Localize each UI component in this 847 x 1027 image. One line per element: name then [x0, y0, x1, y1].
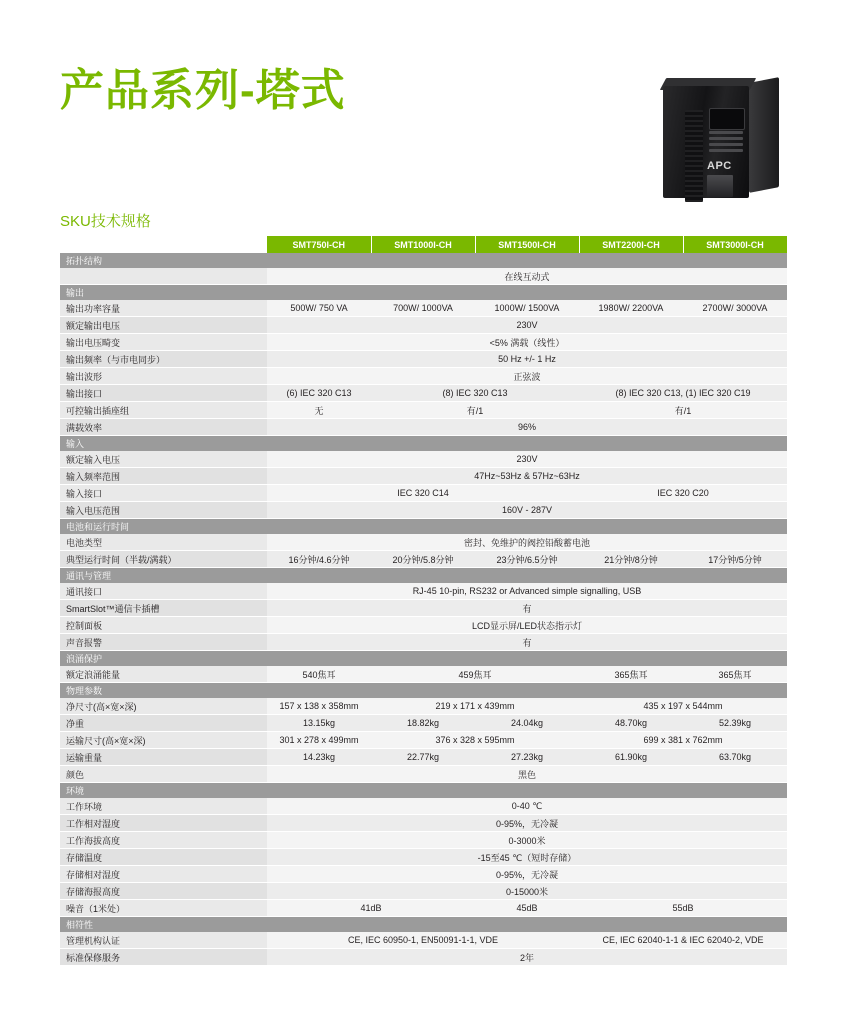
spec-table-body: [60, 253, 787, 966]
spec-row-label: 声音报警: [60, 634, 267, 651]
spec-row-value: 540焦耳: [267, 666, 371, 683]
spec-row: [60, 551, 787, 568]
spec-row: [60, 698, 787, 715]
spec-row-label: 输出功率容量: [60, 300, 267, 317]
spec-row: [60, 883, 787, 900]
spec-row-value: 160V - 287V: [267, 502, 787, 519]
ups-side-panel: [749, 77, 779, 193]
spec-row-value: 55dB: [579, 900, 787, 917]
spec-row: [60, 368, 787, 385]
apc-logo: APC: [707, 160, 732, 172]
spec-row: [60, 385, 787, 402]
spec-row: [60, 866, 787, 883]
column-header-smt3000i: SMT3000I-CH: [683, 236, 787, 253]
spec-section-row: [60, 436, 787, 452]
spec-row-label: 满载效率: [60, 419, 267, 436]
spec-row-label: 输入电压范围: [60, 502, 267, 519]
spec-row: [60, 666, 787, 683]
page-title: 产品系列-塔式: [60, 66, 346, 116]
spec-row-value: 黑色: [267, 766, 787, 783]
spec-row-value: 27.23kg: [475, 749, 579, 766]
column-header-smt2200i: SMT2200I-CH: [579, 236, 683, 253]
spec-row-value: 0-95%，无冷凝: [267, 866, 787, 883]
spec-row-label: SmartSlot™通信卡插槽: [60, 600, 267, 617]
spec-row-label: 输入接口: [60, 485, 267, 502]
spec-row-value: 0-40 ℃: [267, 798, 787, 815]
spec-row-value: 无: [267, 402, 371, 419]
spec-row-label: 工作环境: [60, 798, 267, 815]
spec-row-value: 有/1: [371, 402, 579, 419]
spec-row-value: 20分钟/5.8分钟: [371, 551, 475, 568]
spec-row-value: 0-95%，无冷凝: [267, 815, 787, 832]
spec-row-value: 正弦波: [267, 368, 787, 385]
spec-row-label: 输入频率范围: [60, 468, 267, 485]
spec-row-value: 16分钟/4.6分钟: [267, 551, 371, 568]
spec-row-value: 18.82kg: [371, 715, 475, 732]
ups-lcd-screen: [709, 108, 745, 130]
spec-row: [60, 351, 787, 368]
spec-row-value: 密封、免维护的阀控铅酸蓄电池: [267, 534, 787, 551]
spec-row-label: 输出电压畸变: [60, 334, 267, 351]
spec-row-value: (8) IEC 320 C13: [371, 385, 579, 402]
spec-row-value: LCD显示屏/LED状态指示灯: [267, 617, 787, 634]
spec-row-value: 1000W/ 1500VA: [475, 300, 579, 317]
spec-section-row: [60, 519, 787, 535]
spec-row-label: 标准保修服务: [60, 949, 267, 966]
spec-section-label: 输入: [60, 436, 787, 452]
spec-row: [60, 849, 787, 866]
spec-row-value: 0-3000米: [267, 832, 787, 849]
spec-row-value: 41dB: [267, 900, 475, 917]
spec-row-label: 输出频率（与市电同步）: [60, 351, 267, 368]
spec-row-value: 有: [267, 634, 787, 651]
spec-row-value: 365焦耳: [579, 666, 683, 683]
spec-row-value: 45dB: [475, 900, 579, 917]
spec-row: [60, 617, 787, 634]
spec-row-value: 699 x 381 x 762mm: [579, 732, 787, 749]
spec-row-value: 2年: [267, 949, 787, 966]
spec-row-label: 存储温度: [60, 849, 267, 866]
spec-row-value: 47Hz~53Hz & 57Hz~63Hz: [267, 468, 787, 485]
spec-row: [60, 798, 787, 815]
spec-section-row: [60, 917, 787, 933]
spec-row-value: IEC 320 C14: [267, 485, 579, 502]
ups-front-panel: [663, 86, 749, 198]
spec-row-label: 颜色: [60, 766, 267, 783]
spec-row-value: (8) IEC 320 C13, (1) IEC 320 C19: [579, 385, 787, 402]
spec-row-value: 50 Hz +/- 1 Hz: [267, 351, 787, 368]
spec-section-row: [60, 683, 787, 699]
spec-row-label: 存储海报高度: [60, 883, 267, 900]
spec-row: [60, 502, 787, 519]
spec-row-value: 17分钟/5分钟: [683, 551, 787, 568]
spec-row-value: 230V: [267, 317, 787, 334]
spec-section-label: 相符性: [60, 917, 787, 933]
spec-row-label: 电池类型: [60, 534, 267, 551]
spec-row-label: 运输重量: [60, 749, 267, 766]
spec-row: [60, 600, 787, 617]
spec-row-value: CE, IEC 60950-1, EN50091-1-1, VDE: [267, 932, 579, 949]
spec-row: [60, 268, 787, 285]
spec-section-row: [60, 253, 787, 268]
spec-row-value: 48.70kg: [579, 715, 683, 732]
spec-row-label: 存储相对湿度: [60, 866, 267, 883]
spec-row: [60, 732, 787, 749]
spec-row: [60, 766, 787, 783]
spec-row-value: 0-15000米: [267, 883, 787, 900]
spec-row-label: 可控输出插座组: [60, 402, 267, 419]
spec-row-value: 2700W/ 3000VA: [683, 300, 787, 317]
spec-table-header-row: [60, 236, 787, 253]
spec-section-label: 物理参数: [60, 683, 787, 699]
spec-row-value: 63.70kg: [683, 749, 787, 766]
spec-row: [60, 451, 787, 468]
spec-row-value: CE, IEC 62040-1-1 & IEC 62040-2, VDE: [579, 932, 787, 949]
spec-row: [60, 317, 787, 334]
spec-row-label: 典型运行时间（半载/满载）: [60, 551, 267, 568]
spec-row-label: 控制面板: [60, 617, 267, 634]
spec-row: [60, 534, 787, 551]
spec-row-value: 1980W/ 2200VA: [579, 300, 683, 317]
spec-row: [60, 832, 787, 849]
spec-row: [60, 749, 787, 766]
spec-row-label: 噪音（1米处）: [60, 900, 267, 917]
spec-row-value: IEC 320 C20: [579, 485, 787, 502]
spec-section-label: 环境: [60, 783, 787, 799]
spec-row-value: 在线互动式: [267, 268, 787, 285]
spec-row-label: 输出接口: [60, 385, 267, 402]
spec-row-value: 96%: [267, 419, 787, 436]
spec-row-value: 有: [267, 600, 787, 617]
spec-row-value: 14.23kg: [267, 749, 371, 766]
spec-row: [60, 949, 787, 966]
ups-buttons: [709, 131, 743, 153]
spec-row-value: 500W/ 750 VA: [267, 300, 371, 317]
spec-row-value: 23分钟/6.5分钟: [475, 551, 579, 568]
spec-row: [60, 932, 787, 949]
spec-row: [60, 300, 787, 317]
spec-row-value: 24.04kg: [475, 715, 579, 732]
spec-section-label: 输出: [60, 285, 787, 301]
spec-row-value: 230V: [267, 451, 787, 468]
spec-row-label: 净重: [60, 715, 267, 732]
spec-section-label: 通讯与管理: [60, 568, 787, 584]
spec-row-label: 管理机构认证: [60, 932, 267, 949]
ups-product-photo: [645, 72, 785, 202]
spec-row: [60, 815, 787, 832]
spec-section-row: [60, 651, 787, 667]
spec-row-label: 额定浪涌能量: [60, 666, 267, 683]
spec-row-value: -15至45 ℃（短时存储）: [267, 849, 787, 866]
spec-row: [60, 485, 787, 502]
spec-row-label: 通讯接口: [60, 583, 267, 600]
spec-row-label: 额定输出电压: [60, 317, 267, 334]
spec-row-value: 有/1: [579, 402, 787, 419]
spec-row: [60, 715, 787, 732]
column-header-smt1000i: SMT1000I-CH: [371, 236, 475, 253]
spec-row: [60, 900, 787, 917]
spec-row-value: 459焦耳: [371, 666, 579, 683]
spec-row-label: 输出波形: [60, 368, 267, 385]
spec-row: [60, 468, 787, 485]
spec-row: [60, 583, 787, 600]
spec-row-value: 301 x 278 x 499mm: [267, 732, 371, 749]
spec-row-value: (6) IEC 320 C13: [267, 385, 371, 402]
spec-table: [60, 236, 788, 966]
section-subtitle: SKU技术规格: [60, 213, 151, 231]
ups-label-sticker: [707, 175, 733, 197]
spec-row: [60, 634, 787, 651]
spec-row-label: 额定输入电压: [60, 451, 267, 468]
spec-section-row: [60, 568, 787, 584]
spec-row-label: 运输尺寸(高×宽×深): [60, 732, 267, 749]
spec-row: [60, 402, 787, 419]
spec-row: [60, 334, 787, 351]
spec-row-value: 376 x 328 x 595mm: [371, 732, 579, 749]
spec-row-value: 219 x 171 x 439mm: [371, 698, 579, 715]
spec-section-label: 浪涌保护: [60, 651, 787, 667]
spec-row-value: 365焦耳: [683, 666, 787, 683]
spec-row-label: 净尺寸(高×宽×深): [60, 698, 267, 715]
spec-row-value: <5% 满载（线性）: [267, 334, 787, 351]
spec-section-row: [60, 285, 787, 301]
spec-row-value: RJ-45 10-pin, RS232 or Advanced simple signalling, USB: [267, 583, 787, 600]
spec-row-value: 21分钟/8分钟: [579, 551, 683, 568]
spec-row-value: 700W/ 1000VA: [371, 300, 475, 317]
spec-row-value: 157 x 138 x 358mm: [267, 698, 371, 715]
column-header-smt1500i: SMT1500I-CH: [475, 236, 579, 253]
spec-row-value: 13.15kg: [267, 715, 371, 732]
spec-section-label: 电池和运行时间: [60, 519, 787, 535]
spec-row-value: 435 x 197 x 544mm: [579, 698, 787, 715]
ups-vent: [685, 110, 703, 202]
spec-section-label: 拓扑结构: [60, 253, 787, 268]
spec-row: [60, 419, 787, 436]
spec-row-label: 工作相对湿度: [60, 815, 267, 832]
spec-row-value: 52.39kg: [683, 715, 787, 732]
spec-row-label: [60, 268, 267, 285]
header-blank: [60, 236, 267, 253]
spec-row-value: 22.77kg: [371, 749, 475, 766]
spec-row-label: 工作海拔高度: [60, 832, 267, 849]
spec-row-value: 61.90kg: [579, 749, 683, 766]
spec-section-row: [60, 783, 787, 799]
column-header-smt750i: SMT750I-CH: [267, 236, 371, 253]
